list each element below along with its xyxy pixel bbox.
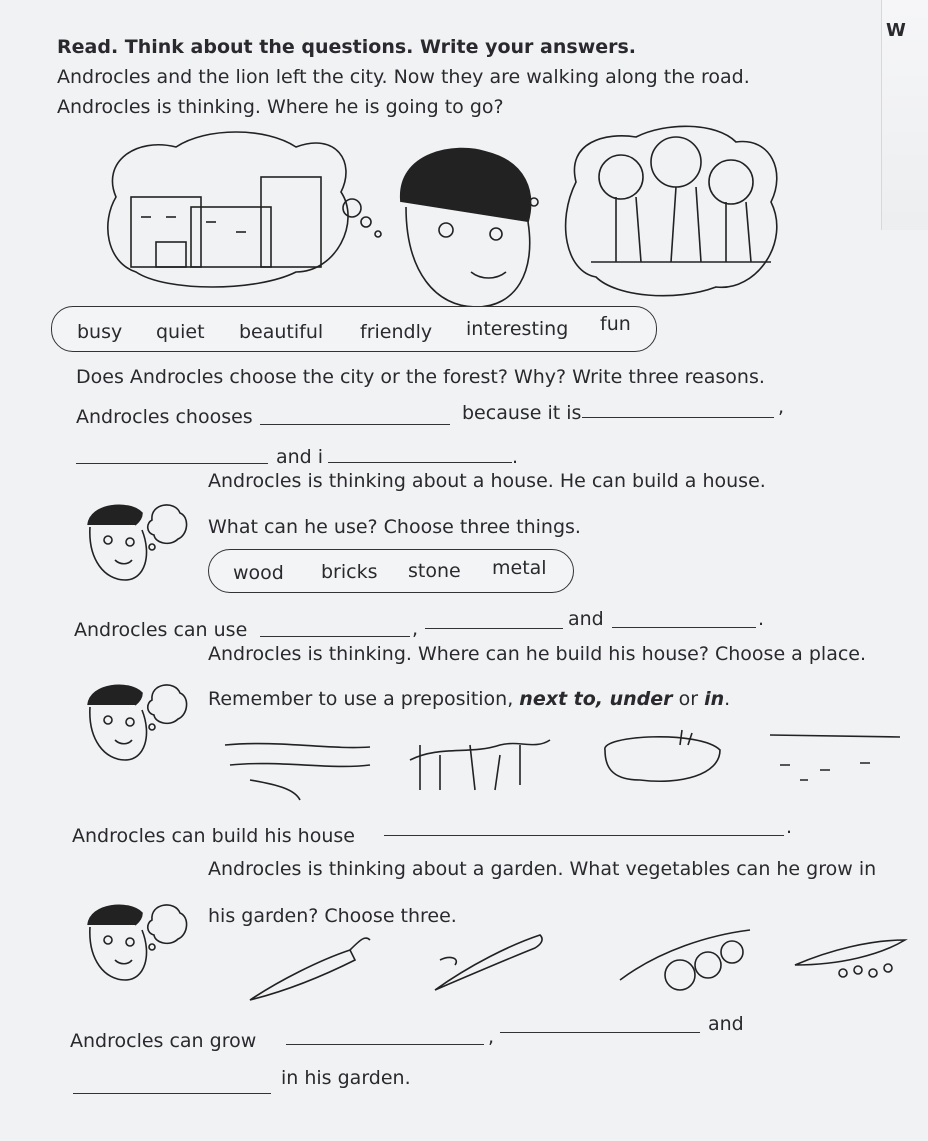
q1-because-label: because it is bbox=[462, 402, 582, 424]
q3-preposition-in: in bbox=[704, 688, 725, 710]
adjective-busy: busy bbox=[77, 321, 123, 343]
q3-answer-label: Androcles can build his house bbox=[72, 825, 355, 847]
q1-period: . bbox=[512, 446, 519, 468]
q4-line-2: his garden? Choose three. bbox=[208, 905, 457, 927]
q3-line-2c: or bbox=[672, 688, 705, 710]
q2-comma: , bbox=[412, 618, 419, 640]
vegetables-illustration bbox=[240, 920, 920, 1010]
q2-material-3-blank[interactable] bbox=[612, 627, 756, 628]
adjective-fun: fun bbox=[600, 313, 631, 335]
q4-line-1: Androcles is thinking about a garden. What vegetables can he grow in bbox=[208, 858, 877, 880]
material-stone: stone bbox=[408, 560, 461, 582]
q1-question: Does Androcles choose the city or the forest? Why? Write three reasons. bbox=[76, 366, 765, 388]
adjective-beautiful: beautiful bbox=[239, 321, 324, 343]
q3-line-2a: Remember to use a preposition, bbox=[208, 688, 520, 710]
q3-line-2 bbox=[208, 688, 730, 710]
adjective-friendly: friendly bbox=[360, 321, 433, 343]
adjective-interesting: interesting bbox=[466, 318, 569, 340]
q1-and-i: and i bbox=[276, 446, 324, 468]
intro-line-1: Androcles and the lion left the city. Now they are walking along the road. bbox=[57, 66, 750, 88]
q1-chooses-label: Androcles chooses bbox=[76, 406, 253, 428]
material-bricks: bricks bbox=[321, 561, 378, 583]
q1-reason-1-blank[interactable] bbox=[582, 417, 774, 418]
q3-line-2e: . bbox=[724, 688, 731, 710]
material-wood: wood bbox=[233, 562, 284, 584]
q2-material-1-blank[interactable] bbox=[260, 636, 410, 637]
exercise-title: Read. Think about the questions. Write your answers. bbox=[57, 36, 637, 58]
q4-end-text: in his garden. bbox=[281, 1067, 411, 1089]
q2-line-1: Androcles is thinking about a house. He can build a house. bbox=[208, 470, 766, 492]
adjective-quiet: quiet bbox=[156, 321, 205, 343]
q1-comma: , bbox=[778, 396, 785, 418]
q1-reason-2-blank[interactable] bbox=[76, 463, 268, 464]
q4-comma: , bbox=[488, 1026, 495, 1048]
q1-choice-blank[interactable] bbox=[260, 424, 450, 425]
places-illustration bbox=[220, 725, 900, 805]
q4-vegetable-3-blank[interactable] bbox=[73, 1093, 271, 1094]
q1-reason-3-blank[interactable] bbox=[328, 462, 512, 463]
q4-and: and bbox=[708, 1013, 744, 1035]
q4-vegetable-1-blank[interactable] bbox=[286, 1044, 484, 1045]
intro-line-2: Androcles is thinking. Where he is going to go? bbox=[57, 96, 504, 118]
city-forest-illustration bbox=[96, 122, 786, 312]
thinking-boy-icon bbox=[80, 895, 190, 990]
thinking-boy-icon bbox=[80, 495, 190, 590]
q4-answer-label: Androcles can grow bbox=[70, 1030, 257, 1052]
q2-material-2-blank[interactable] bbox=[425, 628, 563, 629]
q2-answer-label: Androcles can use bbox=[74, 619, 248, 641]
thinking-boy-icon bbox=[80, 675, 190, 770]
q3-line-1: Androcles is thinking. Where can he build his house? Choose a place. bbox=[208, 643, 867, 665]
q2-and: and bbox=[568, 608, 604, 630]
material-metal: metal bbox=[492, 557, 547, 579]
q3-place-blank[interactable] bbox=[384, 835, 784, 836]
q3-period: . bbox=[786, 816, 793, 838]
q2-line-2: What can he use? Choose three things. bbox=[208, 516, 581, 538]
q4-vegetable-2-blank[interactable] bbox=[500, 1032, 700, 1033]
q3-prepositions: next to, under bbox=[519, 688, 673, 710]
next-page-edge bbox=[881, 0, 928, 230]
q2-period: . bbox=[758, 608, 765, 630]
edge-letter: W bbox=[886, 20, 906, 41]
